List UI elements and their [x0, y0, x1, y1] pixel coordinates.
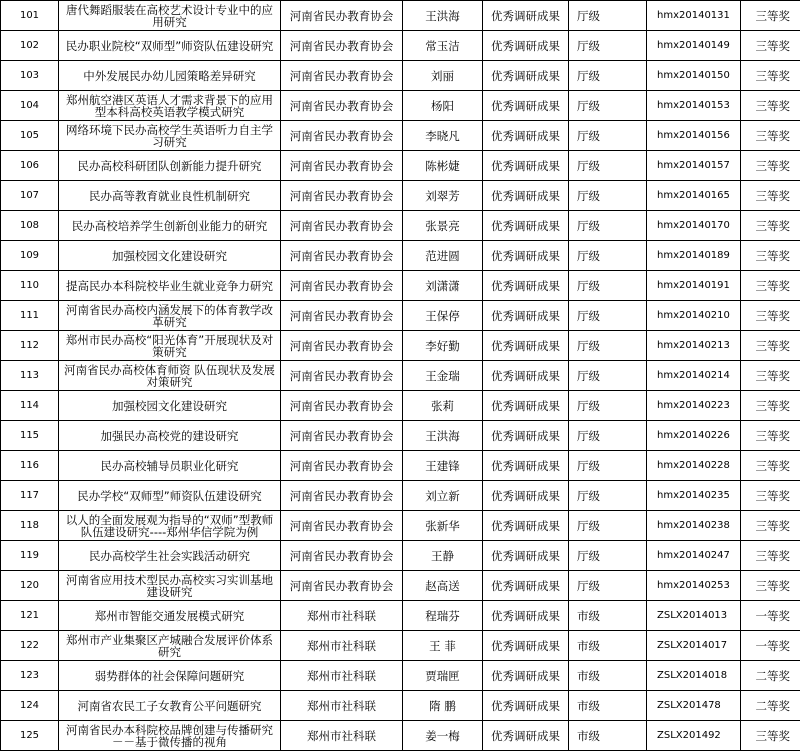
cell-number[interactable]: 109 [1, 241, 59, 271]
cell-type[interactable]: 优秀调研成果 [483, 691, 569, 721]
cell-author[interactable]: 张莉 [403, 391, 483, 421]
cell-title[interactable]: 郑州市智能交通发展模式研究 [59, 601, 281, 631]
cell-number[interactable]: 117 [1, 481, 59, 511]
cell-author[interactable]: 陈彬婕 [403, 151, 483, 181]
cell-title[interactable]: 以人的全面发展观为指导的“双师”型教师队伍建设研究----郑州华信学院为例 [59, 511, 281, 541]
cell-level[interactable]: 厅级 [569, 421, 647, 451]
cell-organization[interactable]: 河南省民办教育协会 [281, 361, 403, 391]
cell-award[interactable]: 三等奖 [741, 1, 800, 31]
cell-number[interactable]: 121 [1, 601, 59, 631]
cell-type[interactable]: 优秀调研成果 [483, 631, 569, 661]
cell-author[interactable]: 张新华 [403, 511, 483, 541]
cell-organization[interactable]: 郑州市社科联 [281, 661, 403, 691]
cell-author[interactable]: 王 菲 [403, 631, 483, 661]
cell-title[interactable]: 网络环境下民办高校学生英语听力自主学习研究 [59, 121, 281, 151]
cell-code[interactable]: hmx20140235 [647, 481, 741, 511]
cell-award[interactable]: 三等奖 [741, 181, 800, 211]
cell-title[interactable]: 河南省民办高校内涵发展下的体育教学改革研究 [59, 301, 281, 331]
cell-organization[interactable]: 河南省民办教育协会 [281, 181, 403, 211]
cell-type[interactable]: 优秀调研成果 [483, 31, 569, 61]
cell-organization[interactable]: 河南省民办教育协会 [281, 541, 403, 571]
cell-type[interactable]: 优秀调研成果 [483, 241, 569, 271]
cell-type[interactable]: 优秀调研成果 [483, 391, 569, 421]
table-row [1, 211, 800, 241]
cell-type[interactable]: 优秀调研成果 [483, 331, 569, 361]
cell-number[interactable]: 114 [1, 391, 59, 421]
cell-type[interactable]: 优秀调研成果 [483, 181, 569, 211]
cell-level[interactable]: 厅级 [569, 151, 647, 181]
cell-title[interactable]: 加强校园文化建设研究 [59, 391, 281, 421]
cell-number[interactable]: 112 [1, 331, 59, 361]
table-row [1, 451, 800, 481]
cell-title[interactable]: 河南省农民工子女教育公平问题研究 [59, 691, 281, 721]
cell-title[interactable]: 民办高校培养学生创新创业能力的研究 [59, 211, 281, 241]
cell-author[interactable]: 刘翠芳 [403, 181, 483, 211]
cell-award[interactable]: 三等奖 [741, 271, 800, 301]
cell-level[interactable]: 厅级 [569, 451, 647, 481]
cell-level[interactable]: 厅级 [569, 211, 647, 241]
table-row [1, 631, 800, 661]
table-row [1, 271, 800, 301]
cell-organization[interactable]: 河南省民办教育协会 [281, 61, 403, 91]
cell-level[interactable]: 厅级 [569, 391, 647, 421]
cell-author[interactable]: 范进圆 [403, 241, 483, 271]
cell-number[interactable]: 110 [1, 271, 59, 301]
cell-type[interactable]: 优秀调研成果 [483, 571, 569, 601]
cell-type[interactable]: 优秀调研成果 [483, 451, 569, 481]
table-row [1, 301, 800, 331]
cell-code[interactable]: hmx20140131 [647, 1, 741, 31]
cell-title[interactable]: 加强校园文化建设研究 [59, 241, 281, 271]
cell-code[interactable]: hmx20140191 [647, 271, 741, 301]
cell-organization[interactable]: 河南省民办教育协会 [281, 331, 403, 361]
cell-code[interactable]: ZSLX2014018 [647, 661, 741, 691]
cell-number[interactable]: 119 [1, 541, 59, 571]
cell-type[interactable]: 优秀调研成果 [483, 541, 569, 571]
cell-organization[interactable]: 郑州市社科联 [281, 721, 403, 751]
cell-type[interactable]: 优秀调研成果 [483, 211, 569, 241]
cell-organization[interactable]: 河南省民办教育协会 [281, 151, 403, 181]
cell-level[interactable]: 市级 [569, 721, 647, 751]
cell-number[interactable]: 105 [1, 121, 59, 151]
table-row [1, 31, 800, 61]
table-row [1, 391, 800, 421]
cell-award[interactable]: 三等奖 [741, 151, 800, 181]
cell-title[interactable]: 郑州市产业集聚区产城融合发展评价体系研究 [59, 631, 281, 661]
cell-award[interactable]: 三等奖 [741, 91, 800, 121]
cell-organization[interactable]: 河南省民办教育协会 [281, 271, 403, 301]
cell-number[interactable]: 107 [1, 181, 59, 211]
cell-award[interactable]: 三等奖 [741, 421, 800, 451]
cell-author[interactable]: 刘立新 [403, 481, 483, 511]
cell-level[interactable]: 市级 [569, 601, 647, 631]
cell-author[interactable]: 赵高送 [403, 571, 483, 601]
table-row [1, 61, 800, 91]
cell-number[interactable]: 113 [1, 361, 59, 391]
cell-award[interactable]: 二等奖 [741, 661, 800, 691]
cell-type[interactable]: 优秀调研成果 [483, 301, 569, 331]
cell-award[interactable]: 三等奖 [741, 61, 800, 91]
cell-organization[interactable]: 河南省民办教育协会 [281, 91, 403, 121]
cell-type[interactable]: 优秀调研成果 [483, 421, 569, 451]
cell-award[interactable]: 三等奖 [741, 31, 800, 61]
cell-title[interactable]: 加强民办高校党的建设研究 [59, 421, 281, 451]
cell-organization[interactable]: 河南省民办教育协会 [281, 121, 403, 151]
cell-level[interactable]: 厅级 [569, 61, 647, 91]
cell-author[interactable]: 刘丽 [403, 61, 483, 91]
cell-author[interactable]: 李晓凡 [403, 121, 483, 151]
cell-author[interactable]: 李好勤 [403, 331, 483, 361]
cell-author[interactable]: 王洪海 [403, 1, 483, 31]
cell-author[interactable]: 王静 [403, 541, 483, 571]
cell-code[interactable]: hmx20140213 [647, 331, 741, 361]
cell-code[interactable]: hmx20140253 [647, 571, 741, 601]
cell-organization[interactable]: 河南省民办教育协会 [281, 301, 403, 331]
cell-number[interactable]: 122 [1, 631, 59, 661]
cell-level[interactable]: 厅级 [569, 31, 647, 61]
cell-level[interactable]: 厅级 [569, 1, 647, 31]
cell-organization[interactable]: 河南省民办教育协会 [281, 451, 403, 481]
cell-level[interactable]: 厅级 [569, 511, 647, 541]
cell-award[interactable]: 三等奖 [741, 211, 800, 241]
cell-type[interactable]: 优秀调研成果 [483, 91, 569, 121]
cell-organization[interactable]: 河南省民办教育协会 [281, 1, 403, 31]
cell-code[interactable]: hmx20140165 [647, 181, 741, 211]
cell-type[interactable]: 优秀调研成果 [483, 361, 569, 391]
table-row [1, 361, 800, 391]
cell-author[interactable]: 常玉洁 [403, 31, 483, 61]
cell-organization[interactable]: 郑州市社科联 [281, 691, 403, 721]
cell-level[interactable]: 厅级 [569, 271, 647, 301]
cell-type[interactable]: 优秀调研成果 [483, 151, 569, 181]
cell-title[interactable]: 河南省民办高校体育师资 队伍现状及发展对策研究 [59, 361, 281, 391]
cell-award[interactable]: 三等奖 [741, 241, 800, 271]
table-row [1, 721, 800, 751]
cell-type[interactable]: 优秀调研成果 [483, 1, 569, 31]
cell-type[interactable]: 优秀调研成果 [483, 481, 569, 511]
cell-code[interactable]: hmx20140189 [647, 241, 741, 271]
cell-author[interactable]: 张景亮 [403, 211, 483, 241]
cell-award[interactable]: 三等奖 [741, 571, 800, 601]
cell-code[interactable]: hmx20140247 [647, 541, 741, 571]
cell-code[interactable]: hmx20140170 [647, 211, 741, 241]
cell-type[interactable]: 优秀调研成果 [483, 511, 569, 541]
cell-type[interactable]: 优秀调研成果 [483, 271, 569, 301]
table-row [1, 181, 800, 211]
cell-title[interactable]: 提高民办本科院校毕业生就业竞争力研究 [59, 271, 281, 301]
table-row [1, 421, 800, 451]
cell-organization[interactable]: 河南省民办教育协会 [281, 421, 403, 451]
cell-code[interactable]: hmx20140228 [647, 451, 741, 481]
cell-number[interactable]: 120 [1, 571, 59, 601]
cell-title[interactable]: 中外发展民办幼儿园策略差异研究 [59, 61, 281, 91]
cell-code[interactable]: hmx20140157 [647, 151, 741, 181]
table-row [1, 691, 800, 721]
table-row [1, 481, 800, 511]
cell-award[interactable]: 三等奖 [741, 361, 800, 391]
cell-award[interactable]: 三等奖 [741, 721, 800, 751]
cell-level[interactable]: 市级 [569, 661, 647, 691]
cell-level[interactable]: 厅级 [569, 361, 647, 391]
cell-code[interactable]: hmx20140214 [647, 361, 741, 391]
cell-code[interactable]: hmx20140226 [647, 421, 741, 451]
cell-level[interactable]: 厅级 [569, 181, 647, 211]
cell-type[interactable]: 优秀调研成果 [483, 601, 569, 631]
cell-author[interactable]: 姜一梅 [403, 721, 483, 751]
cell-author[interactable]: 程瑞芬 [403, 601, 483, 631]
cell-author[interactable]: 刘潇潇 [403, 271, 483, 301]
cell-organization[interactable]: 郑州市社科联 [281, 601, 403, 631]
cell-type[interactable]: 优秀调研成果 [483, 121, 569, 151]
table-row [1, 1, 800, 31]
cell-title[interactable]: 民办高校科研团队创新能力提升研究 [59, 151, 281, 181]
cell-title[interactable]: 民办高校辅导员职业化研究 [59, 451, 281, 481]
cell-title[interactable]: 唐代舞蹈服装在高校艺术设计专业中的应用研究 [59, 1, 281, 31]
cell-code[interactable]: hmx20140223 [647, 391, 741, 421]
cell-author[interactable]: 杨阳 [403, 91, 483, 121]
cell-organization[interactable]: 河南省民办教育协会 [281, 571, 403, 601]
cell-award[interactable]: 二等奖 [741, 691, 800, 721]
cell-award[interactable]: 一等奖 [741, 601, 800, 631]
cell-level[interactable]: 厅级 [569, 571, 647, 601]
cell-award[interactable]: 三等奖 [741, 121, 800, 151]
cell-award[interactable]: 三等奖 [741, 541, 800, 571]
cell-number[interactable]: 103 [1, 61, 59, 91]
cell-number[interactable]: 104 [1, 91, 59, 121]
table-row [1, 331, 800, 361]
cell-award[interactable]: 一等奖 [741, 631, 800, 661]
cell-level[interactable]: 厅级 [569, 301, 647, 331]
cell-level[interactable]: 市级 [569, 631, 647, 661]
cell-award[interactable]: 三等奖 [741, 511, 800, 541]
cell-award[interactable]: 三等奖 [741, 301, 800, 331]
cell-author[interactable]: 隋 鹏 [403, 691, 483, 721]
cell-title[interactable]: 民办学校“双师型”师资队伍建设研究 [59, 481, 281, 511]
cell-code[interactable]: ZSLX201492 [647, 721, 741, 751]
cell-organization[interactable]: 河南省民办教育协会 [281, 511, 403, 541]
cell-type[interactable]: 优秀调研成果 [483, 721, 569, 751]
cell-award[interactable]: 三等奖 [741, 391, 800, 421]
cell-code[interactable]: hmx20140153 [647, 91, 741, 121]
cell-title[interactable]: 河南省应用技术型民办高校实习实训基地建设研究 [59, 571, 281, 601]
cell-number[interactable]: 101 [1, 1, 59, 31]
cell-number[interactable]: 108 [1, 211, 59, 241]
cell-code[interactable]: ZSLX201478 [647, 691, 741, 721]
cell-number[interactable]: 102 [1, 31, 59, 61]
table-row [1, 121, 800, 151]
table-row [1, 241, 800, 271]
cell-code[interactable]: hmx20140238 [647, 511, 741, 541]
table-row [1, 91, 800, 121]
table-row [1, 541, 800, 571]
cell-number[interactable]: 118 [1, 511, 59, 541]
cell-author[interactable]: 贾瑞匣 [403, 661, 483, 691]
cell-organization[interactable]: 河南省民办教育协会 [281, 481, 403, 511]
cell-title[interactable]: 郑州市民办高校“阳光体育”开展现状及对策研究 [59, 331, 281, 361]
cell-number[interactable]: 115 [1, 421, 59, 451]
cell-number[interactable]: 116 [1, 451, 59, 481]
cell-number[interactable]: 124 [1, 691, 59, 721]
table-row [1, 511, 800, 541]
cell-number[interactable]: 106 [1, 151, 59, 181]
cell-code[interactable]: hmx20140150 [647, 61, 741, 91]
cell-award[interactable]: 三等奖 [741, 331, 800, 361]
cell-level[interactable]: 厅级 [569, 241, 647, 271]
cell-level[interactable]: 厅级 [569, 91, 647, 121]
cell-author[interactable]: 王金瑞 [403, 361, 483, 391]
table-body [1, 1, 800, 751]
cell-organization[interactable]: 河南省民办教育协会 [281, 241, 403, 271]
cell-title[interactable]: 郑州航空港区英语人才需求背景下的应用型本科高校英语教学模式研究 [59, 91, 281, 121]
cell-type[interactable]: 优秀调研成果 [483, 61, 569, 91]
cell-award[interactable]: 三等奖 [741, 481, 800, 511]
cell-title[interactable]: 民办高校学生社会实践活动研究 [59, 541, 281, 571]
cell-code[interactable]: hmx20140149 [647, 31, 741, 61]
cell-code[interactable]: hmx20140210 [647, 301, 741, 331]
cell-organization[interactable]: 郑州市社科联 [281, 631, 403, 661]
cell-title[interactable]: 民办高等教育就业良性机制研究 [59, 181, 281, 211]
cell-level[interactable]: 厅级 [569, 541, 647, 571]
cell-number[interactable]: 125 [1, 721, 59, 751]
cell-title[interactable]: 河南省民办本科院校品牌创建与传播研究－－基于微传播的视角 [59, 721, 281, 751]
cell-level[interactable]: 厅级 [569, 331, 647, 361]
cell-level[interactable]: 厅级 [569, 481, 647, 511]
table-row [1, 571, 800, 601]
cell-title[interactable]: 弱势群体的社会保障问题研究 [59, 661, 281, 691]
cell-code[interactable]: ZSLX2014013 [647, 601, 741, 631]
cell-organization[interactable]: 河南省民办教育协会 [281, 31, 403, 61]
cell-author[interactable]: 王保停 [403, 301, 483, 331]
cell-organization[interactable]: 河南省民办教育协会 [281, 391, 403, 421]
cell-author[interactable]: 王建锋 [403, 451, 483, 481]
table-row [1, 151, 800, 181]
cell-title[interactable]: 民办职业院校“双师型”师资队伍建设研究 [59, 31, 281, 61]
cell-number[interactable]: 111 [1, 301, 59, 331]
cell-level[interactable]: 厅级 [569, 121, 647, 151]
table-row [1, 661, 800, 691]
cell-number[interactable]: 123 [1, 661, 59, 691]
cell-code[interactable]: ZSLX2014017 [647, 631, 741, 661]
cell-type[interactable]: 优秀调研成果 [483, 661, 569, 691]
cell-organization[interactable]: 河南省民办教育协会 [281, 211, 403, 241]
cell-author[interactable]: 王洪海 [403, 421, 483, 451]
cell-award[interactable]: 三等奖 [741, 451, 800, 481]
cell-level[interactable]: 市级 [569, 691, 647, 721]
cell-code[interactable]: hmx20140156 [647, 121, 741, 151]
table-row [1, 601, 800, 631]
